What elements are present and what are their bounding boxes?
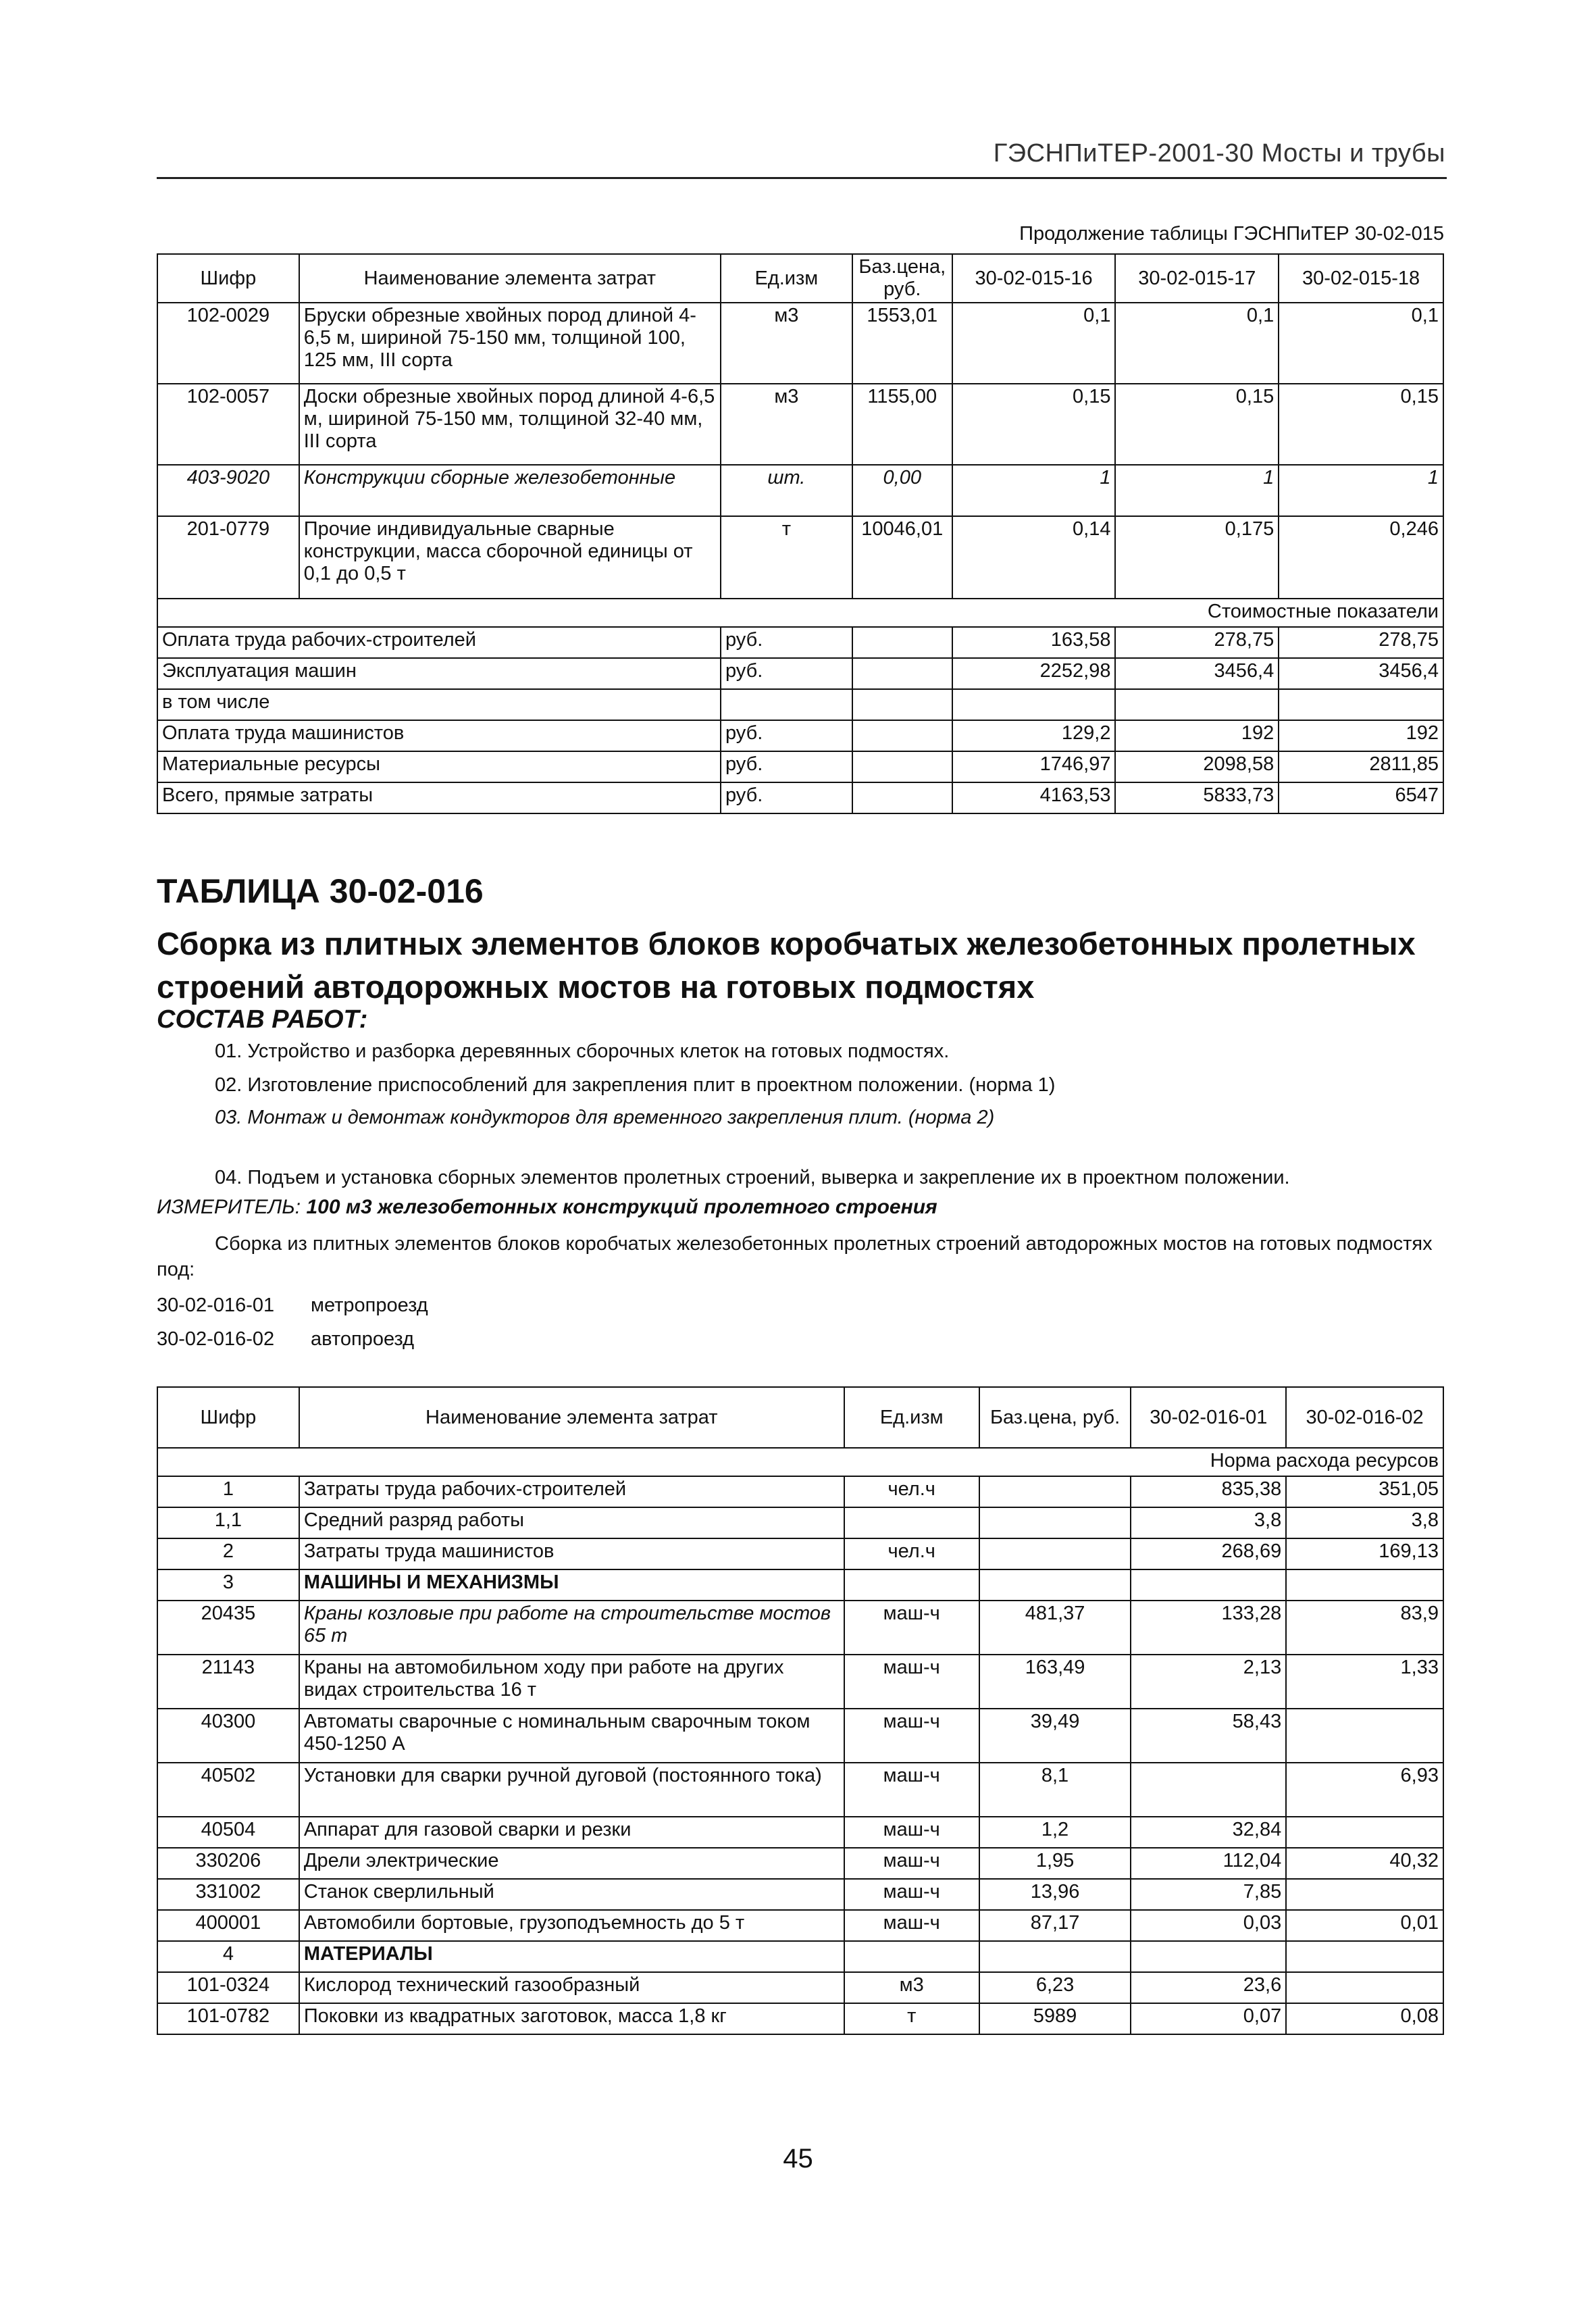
table-row — [157, 1538, 1443, 1569]
cell-value: 0,1 — [952, 303, 1116, 384]
cell-name: Краны козловые при работе на строительстве мостов 65 т — [299, 1601, 844, 1655]
work-item: 01. Устройство и разборка деревянных сборочных клеток на готовых подмостях. — [215, 1040, 950, 1062]
cell-unit — [721, 689, 852, 720]
cell-unit: руб. — [721, 720, 852, 751]
resource-table-30-02-016 — [157, 1386, 1444, 2035]
cell-code: 101-0324 — [157, 1972, 299, 2003]
table-row — [157, 1879, 1443, 1910]
cell-unit: руб. — [721, 658, 852, 689]
cell-name: Кислород технический газообразный — [299, 1972, 844, 2003]
cell-name: Эксплуатация машин — [157, 658, 721, 689]
table-row — [157, 1601, 1443, 1655]
cell-code: 40502 — [157, 1763, 299, 1817]
variant-code: 30-02-016-02 — [157, 1328, 275, 1350]
cell-code: 400001 — [157, 1910, 299, 1941]
cell-name: Станок сверлильный — [299, 1879, 844, 1910]
cell-unit: маш-ч — [844, 1879, 979, 1910]
cell-value — [1286, 1709, 1443, 1763]
cell-value — [1115, 689, 1279, 720]
cell-value: 1,33 — [1286, 1655, 1443, 1709]
cell-unit: чел.ч — [844, 1538, 979, 1569]
variant-line — [157, 1294, 428, 1317]
cell-code: 40300 — [157, 1709, 299, 1763]
cell-value: 351,05 — [1286, 1476, 1443, 1507]
cell-code: 1 — [157, 1476, 299, 1507]
cell-price — [979, 1476, 1131, 1507]
cell-value: 133,28 — [1131, 1601, 1286, 1655]
col-header-norm: 30-02-015-18 — [1279, 254, 1443, 303]
cell-code: 201-0779 — [157, 516, 299, 599]
col-header-code: Шифр — [157, 254, 299, 303]
cell-unit: маш-ч — [844, 1817, 979, 1848]
cell-name: Поковки из квадратных заготовок, масса 1,8 кг — [299, 2003, 844, 2034]
meter-value: 100 м3 железобетонных конструкций пролетного строения — [306, 1196, 937, 1218]
work-item: 03. Монтаж и демонтаж кондукторов для временного закрепления плит. (норма 2) — [215, 1107, 995, 1128]
cell-code: 2 — [157, 1538, 299, 1569]
table-row — [157, 2003, 1443, 2034]
cell-value — [1131, 1569, 1286, 1601]
cell-name: Оплата труда машинистов — [157, 720, 721, 751]
cell-value: 40,32 — [1286, 1848, 1443, 1879]
cell-price: 8,1 — [979, 1763, 1131, 1817]
cell-name: МАШИНЫ И МЕХАНИЗМЫ — [299, 1569, 844, 1601]
cell-value: 6547 — [1279, 782, 1443, 813]
cell-name: Средний разряд работы — [299, 1507, 844, 1538]
meter-line — [157, 1196, 937, 1219]
cell-unit — [844, 1507, 979, 1538]
cell-value: 0,03 — [1131, 1910, 1286, 1941]
col-header-price: Баз.цена, руб. — [979, 1387, 1131, 1448]
cell-code: 101-0782 — [157, 2003, 299, 2034]
table-row — [157, 1817, 1443, 1848]
variant-line — [157, 1328, 414, 1351]
cell-unit: м3 — [721, 384, 852, 465]
cell-value: 6,93 — [1286, 1763, 1443, 1817]
table-row — [157, 1848, 1443, 1879]
cell-unit: маш-ч — [844, 1601, 979, 1655]
cell-code: 20435 — [157, 1601, 299, 1655]
table-row — [157, 1972, 1443, 2003]
cell-value: 112,04 — [1131, 1848, 1286, 1879]
cell-code: 403-9020 — [157, 465, 299, 516]
cell-value — [1286, 1817, 1443, 1848]
table-row — [157, 303, 1443, 384]
table-row — [157, 658, 1443, 689]
page-number: 45 — [783, 2144, 813, 2173]
cell-value — [1286, 1972, 1443, 2003]
cell-value: 192 — [1115, 720, 1279, 751]
cell-price: 1,2 — [979, 1817, 1131, 1848]
variant-name: метропроезд — [311, 1294, 428, 1316]
cell-unit: шт. — [721, 465, 852, 516]
header-rule — [157, 177, 1447, 179]
variant-code: 30-02-016-01 — [157, 1294, 275, 1316]
col-header-norm: 30-02-016-02 — [1286, 1387, 1443, 1448]
table-row — [157, 1709, 1443, 1763]
cell-value — [1286, 1941, 1443, 1972]
cell-value: 23,6 — [1131, 1972, 1286, 2003]
cell-price: 13,96 — [979, 1879, 1131, 1910]
cell-value: 0,15 — [952, 384, 1116, 465]
resource-table-30-02-015 — [157, 253, 1444, 814]
cell-value: 129,2 — [952, 720, 1116, 751]
cell-value: 0,1 — [1115, 303, 1279, 384]
cell-unit: маш-ч — [844, 1655, 979, 1709]
cell-value: 0,01 — [1286, 1910, 1443, 1941]
cell-value: 163,58 — [952, 627, 1116, 658]
table-row — [157, 782, 1443, 813]
cell-value: 58,43 — [1131, 1709, 1286, 1763]
cell-value: 0,175 — [1115, 516, 1279, 599]
cell-value: 0,15 — [1279, 384, 1443, 465]
table-row — [157, 1655, 1443, 1709]
cell-value — [1131, 1763, 1286, 1817]
col-header-name: Наименование элемента затрат — [299, 254, 721, 303]
cell-unit: руб. — [721, 627, 852, 658]
cell-value: 7,85 — [1131, 1879, 1286, 1910]
table-row — [157, 720, 1443, 751]
cell-name: Прочие индивидуальные сварные конструкции, масса сборочной единицы от 0,1 до 0,5 т — [299, 516, 721, 599]
cell-price — [852, 720, 952, 751]
cell-value: 2,13 — [1131, 1655, 1286, 1709]
cell-value: 0,246 — [1279, 516, 1443, 599]
table-row — [157, 627, 1443, 658]
table-row — [157, 384, 1443, 465]
table-row — [157, 1763, 1443, 1817]
cell-code: 1,1 — [157, 1507, 299, 1538]
table-row — [157, 689, 1443, 720]
col-header-unit: Ед.изм — [721, 254, 852, 303]
cell-unit: маш-ч — [844, 1848, 979, 1879]
col-header-norm: 30-02-015-17 — [1115, 254, 1279, 303]
col-header-price: Баз.цена, руб. — [852, 254, 952, 303]
cell-value: 0,07 — [1131, 2003, 1286, 2034]
table-row — [157, 1910, 1443, 1941]
cell-price — [852, 627, 952, 658]
cell-price: 10046,01 — [852, 516, 952, 599]
cell-value — [1131, 1941, 1286, 1972]
cell-price — [979, 1941, 1131, 1972]
assembly-description: Сборка из плитных элементов блоков коробчатых железобетонных пролетных строений автодорожных мостов на готовых подмостях под: — [157, 1233, 1433, 1280]
cell-value: 0,08 — [1286, 2003, 1443, 2034]
cell-unit: маш-ч — [844, 1709, 979, 1763]
cell-value: 835,38 — [1131, 1476, 1286, 1507]
col-header-unit: Ед.изм — [844, 1387, 979, 1448]
cell-code: 331002 — [157, 1879, 299, 1910]
section-label-norm: Норма расхода ресурсов — [157, 1448, 1443, 1476]
cell-code: 102-0029 — [157, 303, 299, 384]
col-header-code: Шифр — [157, 1387, 299, 1448]
cell-unit — [844, 1569, 979, 1601]
cell-name: Автоматы сварочные с номинальным сварочным током 450-1250 А — [299, 1709, 844, 1763]
variant-name: автопроезд — [311, 1328, 415, 1350]
table-row — [157, 516, 1443, 599]
cell-code: 21143 — [157, 1655, 299, 1709]
cell-code: 3 — [157, 1569, 299, 1601]
table-row — [157, 1569, 1443, 1601]
cell-value: 3,8 — [1131, 1507, 1286, 1538]
cell-code: 4 — [157, 1941, 299, 1972]
col-header-norm: 30-02-015-16 — [952, 254, 1116, 303]
cell-price — [852, 658, 952, 689]
cell-unit: м3 — [844, 1972, 979, 2003]
cell-value: 83,9 — [1286, 1601, 1443, 1655]
cell-price: 6,23 — [979, 1972, 1131, 2003]
cell-value: 169,13 — [1286, 1538, 1443, 1569]
cell-name: МАТЕРИАЛЫ — [299, 1941, 844, 1972]
cell-code: 102-0057 — [157, 384, 299, 465]
cell-value: 0,15 — [1115, 384, 1279, 465]
cell-value: 2098,58 — [1115, 751, 1279, 782]
table-row — [157, 751, 1443, 782]
cell-value: 1 — [1115, 465, 1279, 516]
cell-unit: руб. — [721, 751, 852, 782]
cell-name: в том числе — [157, 689, 721, 720]
cell-price — [979, 1569, 1131, 1601]
cell-name: Доски обрезные хвойных пород длиной 4-6,5 м, шириной 75-150 мм, толщиной 32-40 мм, III сорта — [299, 384, 721, 465]
section-label-cost: Стоимостные показатели — [157, 599, 1443, 627]
table-continuation-label: Продолжение таблицы ГЭСНПиТЕР 30-02-015 — [1019, 223, 1444, 245]
cell-name: Затраты труда машинистов — [299, 1538, 844, 1569]
cell-value: 268,69 — [1131, 1538, 1286, 1569]
col-header-norm: 30-02-016-01 — [1131, 1387, 1286, 1448]
cell-name: Автомобили бортовые, грузоподъемность до 5 т — [299, 1910, 844, 1941]
cell-price: 87,17 — [979, 1910, 1131, 1941]
cell-value — [1286, 1569, 1443, 1601]
cell-name: Всего, прямые затраты — [157, 782, 721, 813]
cell-code: 40504 — [157, 1817, 299, 1848]
cell-unit — [844, 1941, 979, 1972]
cell-price: 1155,00 — [852, 384, 952, 465]
cell-value — [1279, 689, 1443, 720]
cell-value — [1286, 1879, 1443, 1910]
cell-price: 1,95 — [979, 1848, 1131, 1879]
meter-label: ИЗМЕРИТЕЛЬ: — [157, 1196, 301, 1218]
cell-price — [979, 1538, 1131, 1569]
table-row — [157, 1476, 1443, 1507]
work-item: 02. Изготовление приспособлений для закрепления плит в проектном положении. (норма 1) — [215, 1074, 1056, 1096]
cell-name: Дрели электрические — [299, 1848, 844, 1879]
cell-value: 278,75 — [1115, 627, 1279, 658]
work-composition-label: СОСТАВ РАБОТ: — [157, 1005, 368, 1034]
cell-value — [952, 689, 1116, 720]
cell-code: 330206 — [157, 1848, 299, 1879]
cell-value: 5833,73 — [1115, 782, 1279, 813]
table-row — [157, 1941, 1443, 1972]
cell-name: Материальные ресурсы — [157, 751, 721, 782]
cell-value: 278,75 — [1279, 627, 1443, 658]
cell-value: 1 — [1279, 465, 1443, 516]
table-title: Сборка из плитных элементов блоков коробчатых железобетонных пролетных строений автодорожных мостов на готовых подмостях — [157, 926, 1416, 1005]
cell-unit: т — [844, 2003, 979, 2034]
cell-name: Краны на автомобильном ходу при работе на других видах строительства 16 т — [299, 1655, 844, 1709]
table-heading: ТАБЛИЦА 30-02-016 — [157, 872, 484, 910]
cell-price: 0,00 — [852, 465, 952, 516]
cell-price — [979, 1507, 1131, 1538]
cell-name: Затраты труда рабочих-строителей — [299, 1476, 844, 1507]
cell-price: 481,37 — [979, 1601, 1131, 1655]
cell-price: 163,49 — [979, 1655, 1131, 1709]
cell-value: 3456,4 — [1279, 658, 1443, 689]
cell-price: 1553,01 — [852, 303, 952, 384]
cell-unit: маш-ч — [844, 1910, 979, 1941]
cell-unit: м3 — [721, 303, 852, 384]
cell-value: 0,1 — [1279, 303, 1443, 384]
cell-value: 3456,4 — [1115, 658, 1279, 689]
cell-value: 1746,97 — [952, 751, 1116, 782]
cell-unit: т — [721, 516, 852, 599]
cell-value: 4163,53 — [952, 782, 1116, 813]
cell-price: 39,49 — [979, 1709, 1131, 1763]
table-row — [157, 1507, 1443, 1538]
table-row — [157, 465, 1443, 516]
cell-name: Установки для сварки ручной дуговой (постоянного тока) — [299, 1763, 844, 1817]
cell-unit: маш-ч — [844, 1763, 979, 1817]
cell-value: 2252,98 — [952, 658, 1116, 689]
col-header-name: Наименование элемента затрат — [299, 1387, 844, 1448]
cell-unit: руб. — [721, 782, 852, 813]
cell-value: 32,84 — [1131, 1817, 1286, 1848]
cell-name: Аппарат для газовой сварки и резки — [299, 1817, 844, 1848]
cell-price — [852, 782, 952, 813]
cell-value: 1 — [952, 465, 1116, 516]
running-header: ГЭСНПиТЕР-2001-30 Мосты и трубы — [993, 139, 1445, 168]
cell-value: 192 — [1279, 720, 1443, 751]
cell-value: 2811,85 — [1279, 751, 1443, 782]
work-item: 04. Подъем и установка сборных элементов пролетных строений, выверка и закрепление их в проектном положении. — [215, 1167, 1290, 1188]
cell-name: Конструкции сборные железобетонные — [299, 465, 721, 516]
cell-unit: чел.ч — [844, 1476, 979, 1507]
cell-value: 0,14 — [952, 516, 1116, 599]
cell-price — [852, 751, 952, 782]
cell-name: Оплата труда рабочих-строителей — [157, 627, 721, 658]
cell-name: Бруски обрезные хвойных пород длиной 4-6,5 м, шириной 75-150 мм, толщиной 100, 125 мм, III сорта — [299, 303, 721, 384]
cell-price — [852, 689, 952, 720]
cell-value: 3,8 — [1286, 1507, 1443, 1538]
cell-price: 5989 — [979, 2003, 1131, 2034]
